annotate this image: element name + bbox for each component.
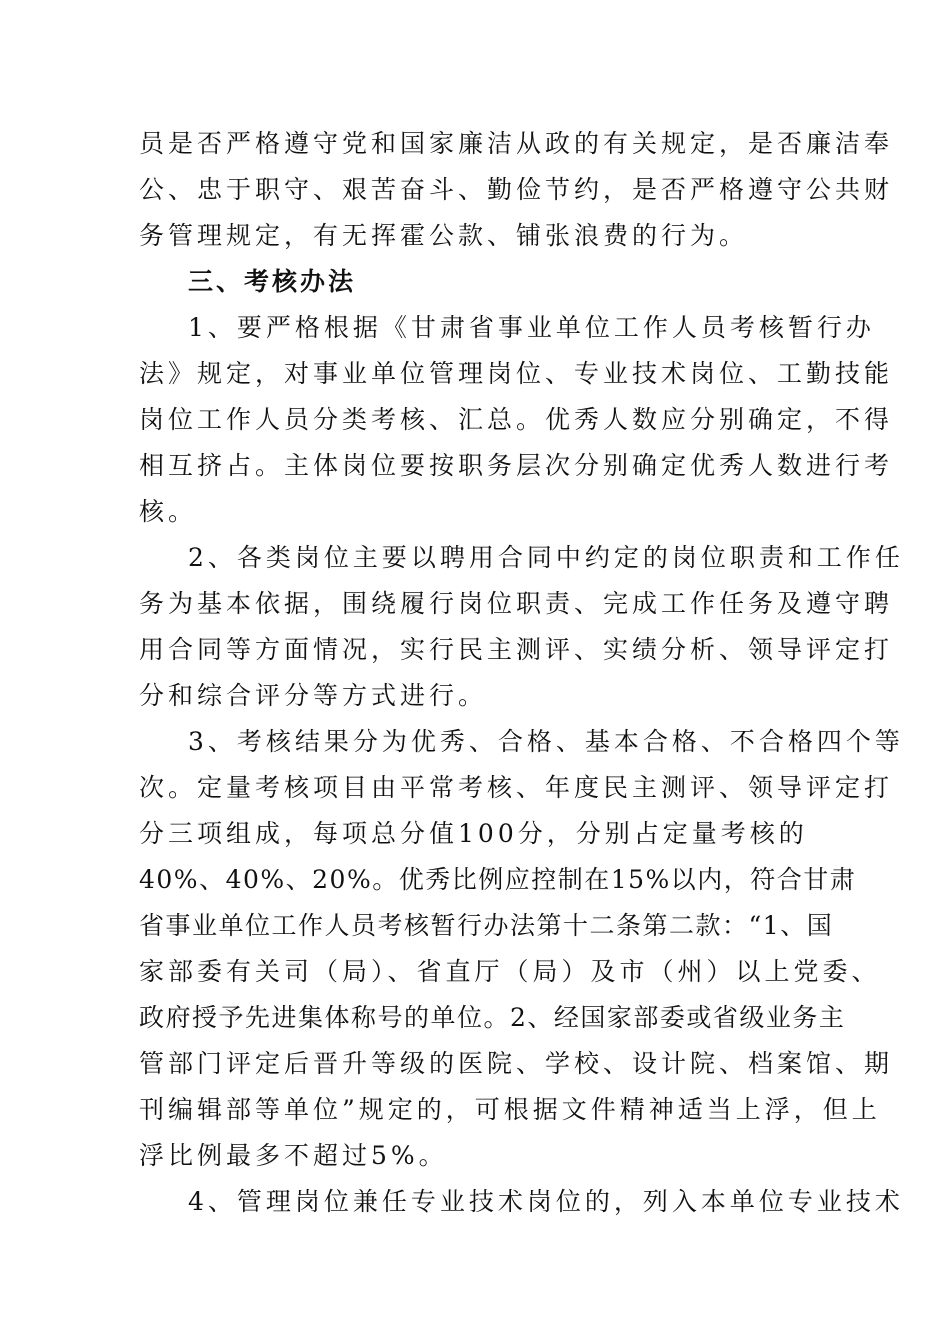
text-line: 政府授予先进集体称号的单位。2、经国家部委或省级业务主	[139, 1003, 846, 1032]
text-line: 员是否严格遵守党和国家廉洁从政的有关规定，是否廉洁奉	[139, 129, 894, 158]
text-line: 4、管理岗位兼任专业技术岗位的，列入本单位专业技术	[188, 1187, 904, 1216]
text-line: 务管理规定，有无挥霍公款、铺张浪费的行为。	[139, 221, 749, 250]
text-line: 分三项组成，每项总分值100分，分别占定量考核的	[139, 819, 808, 848]
text-line: 省事业单位工作人员考核暂行办法第十二条第二款：“1、国	[139, 911, 834, 940]
text-line: 相互挤占。主体岗位要按职务层次分别确定优秀人数进行考	[139, 451, 894, 480]
section-heading: 三、考核办法	[188, 267, 357, 296]
text-line: 刊编辑部等单位”规定的，可根据文件精神适当上浮，但上	[139, 1095, 881, 1124]
text-line: 岗位工作人员分类考核、汇总。优秀人数应分别确定，不得	[139, 405, 894, 434]
text-line: 管部门评定后晋升等级的医院、学校、设计院、档案馆、期	[139, 1049, 894, 1078]
text-line: 家部委有关司（局）、省直厅（局）及市（州）以上党委、	[139, 957, 881, 986]
text-line: 核。	[139, 497, 198, 526]
text-line: 次。定量考核项目由平常考核、年度民主测评、领导评定打	[139, 773, 894, 802]
text-line: 务为基本依据，围绕履行岗位职责、完成工作任务及遵守聘	[139, 589, 894, 618]
text-line: 浮比例最多不超过5%。	[139, 1141, 448, 1170]
text-line: 40%、40%、20%。优秀比例应控制在15%以内，符合甘肃	[139, 865, 857, 894]
text-line: 1、要严格根据《甘肃省事业单位工作人员考核暂行办	[188, 313, 875, 342]
text-line: 分和综合评分等方式进行。	[139, 681, 488, 710]
text-line: 公、忠于职守、艰苦奋斗、勤俭节约，是否严格遵守公共财	[139, 175, 894, 204]
text-line: 2、各类岗位主要以聘用合同中约定的岗位职责和工作任	[188, 543, 904, 572]
text-line: 3、考核结果分为优秀、合格、基本合格、不合格四个等	[188, 727, 904, 756]
text-line: 法》规定，对事业单位管理岗位、专业技术岗位、工勤技能	[139, 359, 894, 388]
text-line: 用合同等方面情况，实行民主测评、实绩分析、领导评定打	[139, 635, 894, 664]
